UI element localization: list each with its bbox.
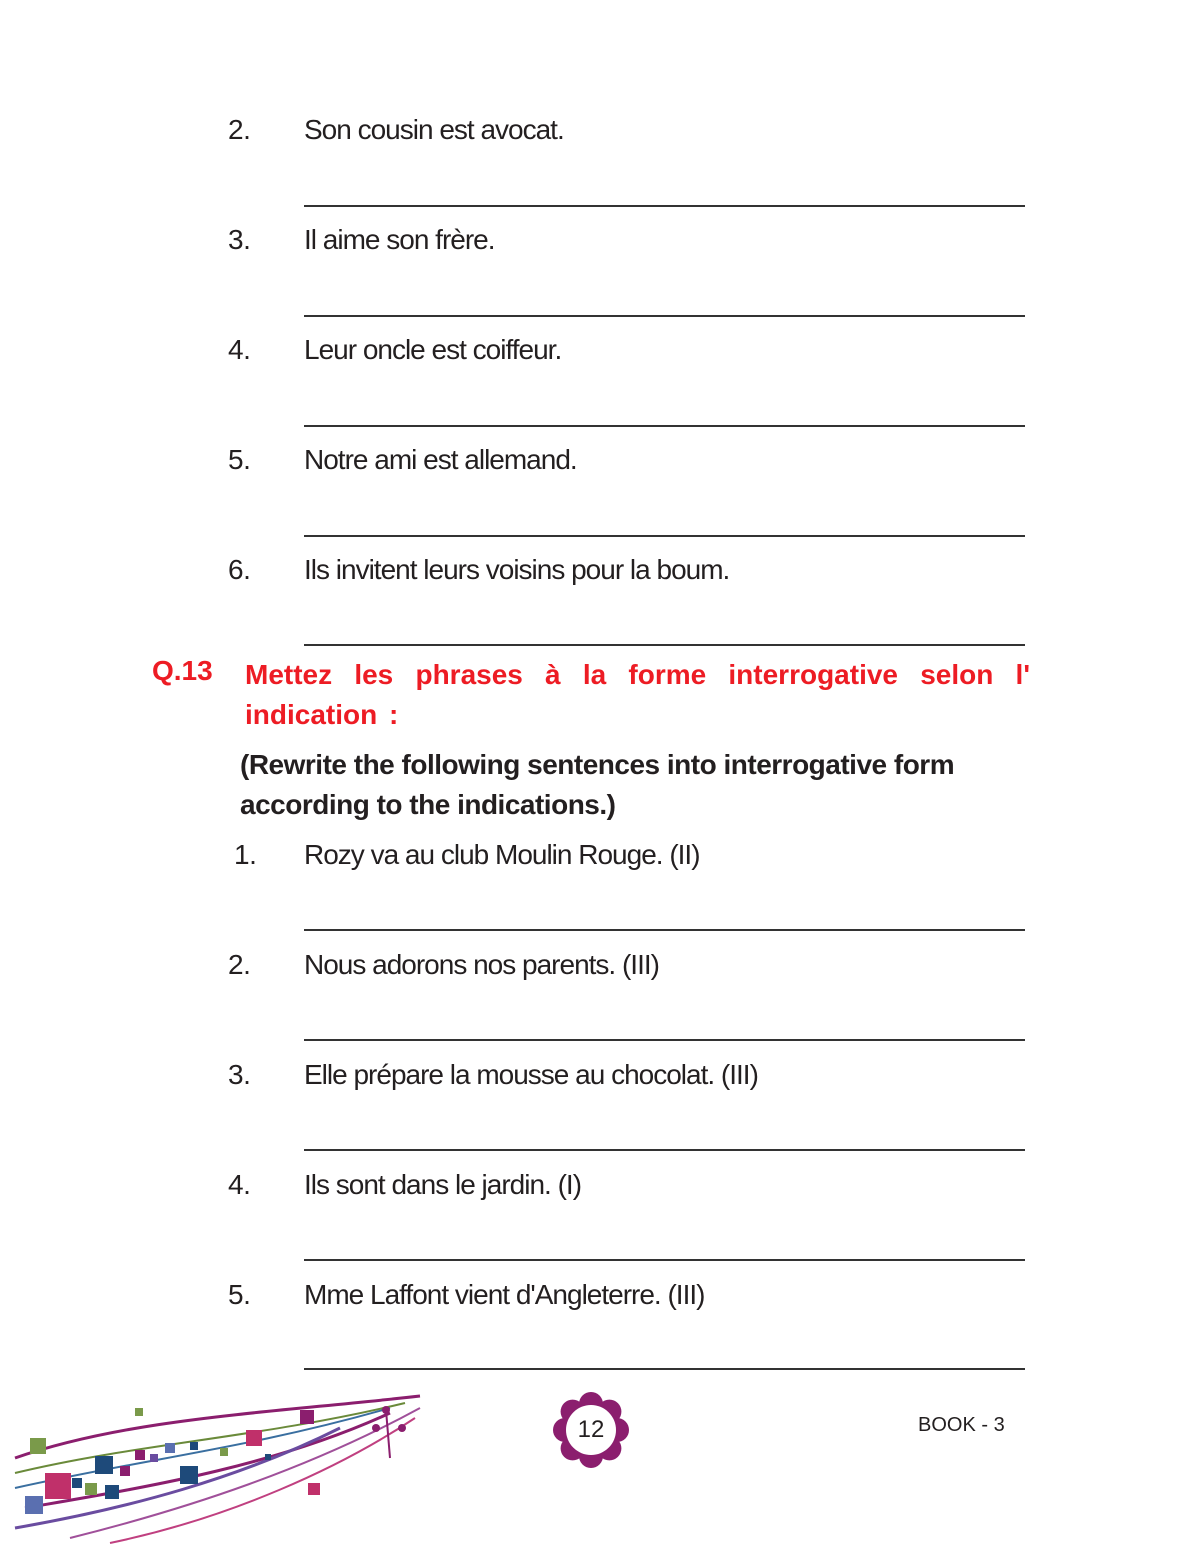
item-sentence: Mme Laffont vient d'Angleterre. (III) (304, 1279, 705, 1310)
item-sentence: Son cousin est avocat. (304, 114, 564, 145)
book-label: BOOK - 3 (918, 1414, 1005, 1436)
answer-line[interactable] (304, 1149, 1025, 1151)
exercise-item (0, 114, 1181, 174)
exercise-item (0, 554, 1181, 614)
item-sentence: Leur oncle est coiffeur. (304, 334, 562, 365)
exercise-item (0, 1169, 1181, 1229)
question-number: Q.13 (152, 655, 213, 686)
answer-line[interactable] (304, 315, 1025, 317)
exercise-item (0, 1059, 1181, 1119)
question-title: Mettez les phrases à la forme interrogative selon l' indication : (245, 659, 1030, 730)
item-number: 1. (234, 839, 257, 870)
exercise-item (0, 224, 1181, 284)
item-number: 4. (228, 1169, 251, 1200)
decorative-swirl-graphic (10, 1388, 430, 1548)
exercise-item (0, 444, 1181, 504)
item-sentence: Elle prépare la mousse au chocolat. (III) (304, 1059, 758, 1090)
item-number: 3. (228, 224, 251, 255)
page-number-badge (553, 1392, 629, 1468)
answer-line[interactable] (304, 644, 1025, 646)
item-number: 5. (228, 1279, 251, 1310)
item-number: 2. (228, 114, 251, 145)
answer-line[interactable] (304, 1039, 1025, 1041)
exercise-item (0, 334, 1181, 394)
item-sentence: Ils sont dans le jardin. (I) (304, 1169, 582, 1200)
item-number: 3. (228, 1059, 251, 1090)
page-number: 12 (577, 1416, 605, 1443)
item-sentence: Nous adorons nos parents. (III) (304, 949, 659, 980)
item-sentence: Ils invitent leurs voisins pour la boum. (304, 554, 730, 585)
exercise-item (0, 839, 1181, 899)
answer-line[interactable] (304, 1259, 1025, 1261)
item-number: 6. (228, 554, 251, 585)
item-number: 4. (228, 334, 251, 365)
answer-line[interactable] (304, 425, 1025, 427)
answer-line[interactable] (304, 1368, 1025, 1370)
item-sentence: Il aime son frère. (304, 224, 495, 255)
item-sentence: Rozy va au club Moulin Rouge. (II) (304, 839, 700, 870)
item-number: 5. (228, 444, 251, 475)
question-translation: (Rewrite the following sentences into interrogative form according to the indications.) (240, 749, 955, 820)
exercise-item (0, 949, 1181, 1009)
item-sentence: Notre ami est allemand. (304, 444, 577, 475)
item-number: 2. (228, 949, 251, 980)
answer-line[interactable] (304, 929, 1025, 931)
answer-line[interactable] (304, 535, 1025, 537)
exercise-item (0, 1279, 1181, 1339)
answer-line[interactable] (304, 205, 1025, 207)
